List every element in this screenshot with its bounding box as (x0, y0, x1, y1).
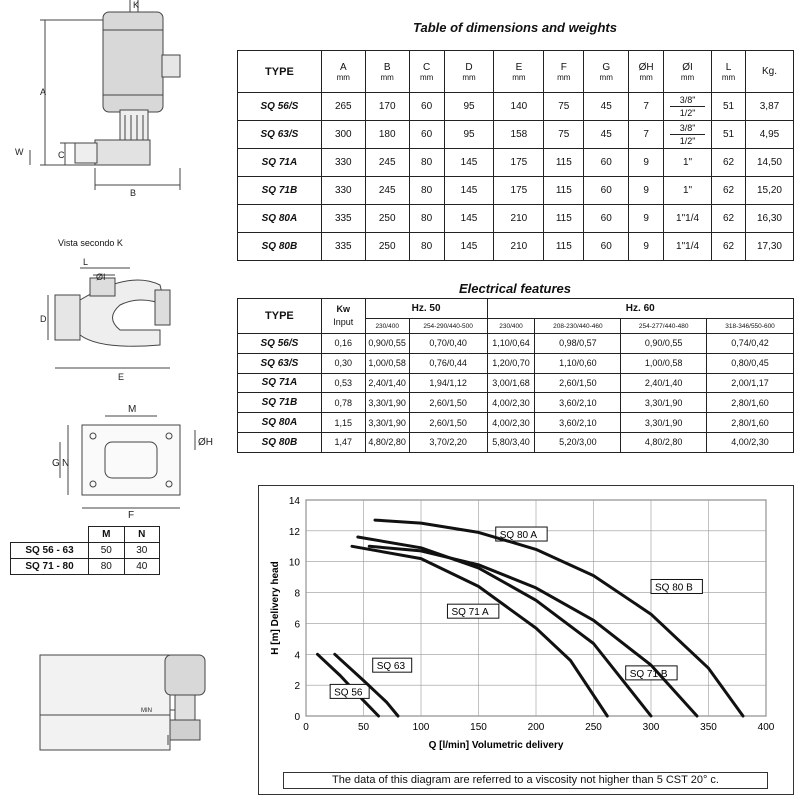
mn-cell: 80 (89, 559, 125, 575)
series-label: SQ 80 B (655, 582, 693, 594)
dim-row-type: SQ 56/S (238, 93, 322, 121)
dim-row (238, 121, 794, 149)
y-tick-label: 12 (288, 526, 300, 538)
elec-cell: 0,16 (321, 334, 365, 354)
elec-header-hz60: Hz. 60 (487, 299, 793, 319)
elec-sub-header: 208-230/440-460 (535, 319, 621, 334)
dim-header-col: E mm (494, 51, 544, 93)
dim-cell: 95 (444, 121, 494, 149)
dim-cell: 60 (584, 149, 629, 177)
dim-cell: 1"1/4 (664, 205, 712, 233)
dim-cell: 250 (365, 205, 409, 233)
y-tick-label: 4 (294, 650, 300, 662)
performance-chart (258, 485, 794, 770)
elec-input-label: Input (333, 317, 354, 327)
elec-sub-header: 230/400 (365, 319, 409, 334)
series-label: SQ 56 (334, 687, 363, 699)
elec-cell: 0,76/0,44 (409, 353, 487, 373)
dim-cell: 60 (584, 233, 629, 261)
view-k-title: Vista secondo K (58, 238, 123, 248)
dim-cell: 62 (712, 177, 746, 205)
label-min: MIN (141, 708, 152, 714)
elec-sub-header: 230/400 (487, 319, 535, 334)
dim-header-col: B mm (365, 51, 409, 93)
elec-header-type: TYPE (238, 299, 322, 334)
dim-cell: 17,30 (745, 233, 793, 261)
dim-cell: 45 (584, 93, 629, 121)
dim-cell: 62 (712, 205, 746, 233)
label-f: F (128, 510, 135, 520)
dim-cell: 210 (494, 233, 544, 261)
dim-cell: 1" (664, 177, 712, 205)
dim-cell: 158 (494, 121, 544, 149)
label-n: N (62, 458, 70, 469)
elec-table-title: Electrical features (458, 281, 571, 296)
dim-cell: 145 (444, 177, 494, 205)
elec-cell: 0,90/0,55 (365, 334, 409, 354)
dim-header-col: ØI mm (664, 51, 712, 93)
elec-cell: 2,00/1,17 (707, 373, 794, 393)
elec-row (238, 373, 794, 393)
dim-cell: 250 (365, 233, 409, 261)
dim-header-type: TYPE (238, 51, 322, 93)
dim-cell: 51 (712, 121, 746, 149)
dim-cell: 330 (321, 149, 365, 177)
dim-cell: 330 (321, 177, 365, 205)
label-k: K (133, 0, 140, 10)
elec-row-type: SQ 80B (238, 432, 322, 452)
elec-row-type: SQ 71B (238, 393, 322, 413)
elec-kw-label: Kw (336, 304, 350, 314)
elec-cell: 4,00/2,30 (487, 413, 535, 433)
dim-row-type: SQ 80B (238, 233, 322, 261)
elec-cell: 0,98/0,57 (535, 334, 621, 354)
x-tick-label: 50 (357, 722, 370, 733)
mn-row-type: SQ 71 - 80 (11, 559, 89, 575)
label-g: G (52, 458, 60, 469)
dim-cell: 265 (321, 93, 365, 121)
dim-cell: 145 (444, 233, 494, 261)
dim-cell: 210 (494, 205, 544, 233)
y-tick-label: 6 (294, 619, 300, 631)
elec-cell: 4,80/2,80 (621, 432, 707, 452)
dim-cell: 1"1/4 (664, 233, 712, 261)
dim-cell: 62 (712, 149, 746, 177)
dim-cell: 170 (365, 93, 409, 121)
dim-table-title: Table of dimensions and weights (413, 20, 617, 35)
label-oh: ØH (198, 437, 213, 448)
dim-cell: 180 (365, 121, 409, 149)
y-tick-label: 14 (288, 496, 300, 507)
elec-sub-header: 254-277/440-480 (621, 319, 707, 334)
elec-row (238, 353, 794, 373)
y-axis-label: H [m] Delivery head (270, 561, 281, 655)
label-e: E (118, 372, 125, 382)
pump-front-drawing (0, 0, 230, 225)
series-label: SQ 63 (376, 661, 406, 673)
dim-cell: 9 (629, 205, 664, 233)
elec-cell: 1,94/1,12 (409, 373, 487, 393)
dim-cell: 60 (584, 177, 629, 205)
elec-cell: 3,30/1,90 (365, 393, 409, 413)
label-c: C (58, 150, 65, 160)
elec-row-type: SQ 71A (238, 373, 322, 393)
mn-header-blank (11, 527, 89, 543)
series-label: SQ 71 B (629, 668, 668, 680)
x-tick-label: 300 (642, 722, 660, 733)
dim-cell: 60 (409, 121, 444, 149)
elec-sub-header: 318-346/550-600 (707, 319, 794, 334)
elec-cell: 2,40/1,40 (621, 373, 707, 393)
x-tick-label: 200 (527, 722, 545, 733)
dim-row-type: SQ 63/S (238, 121, 322, 149)
label-w: W (15, 147, 24, 157)
dim-cell: 80 (409, 149, 444, 177)
dim-row (238, 177, 794, 205)
elec-cell: 0,30 (321, 353, 365, 373)
elec-header-hz50: Hz. 50 (365, 299, 487, 319)
dim-cell: 335 (321, 205, 365, 233)
dim-cell: 145 (444, 205, 494, 233)
elec-cell: 3,30/1,90 (621, 413, 707, 433)
dim-header-col: D mm (444, 51, 494, 93)
dim-cell: 62 (712, 233, 746, 261)
elec-cell: 1,15 (321, 413, 365, 433)
dim-cell: 245 (365, 149, 409, 177)
elec-row-type: SQ 63/S (238, 353, 322, 373)
dim-cell: 335 (321, 233, 365, 261)
dim-cell: 60 (409, 93, 444, 121)
dim-cell: 75 (544, 93, 584, 121)
series-label: SQ 71 A (451, 607, 489, 619)
dim-header-col: G mm (584, 51, 629, 93)
dim-table (237, 50, 794, 261)
mn-header-n: N (124, 527, 160, 543)
dim-header-col: L mm (712, 51, 746, 93)
elec-row (238, 413, 794, 433)
elec-cell: 5,80/3,40 (487, 432, 535, 452)
elec-cell: 1,20/0,70 (487, 353, 535, 373)
mn-cell: 30 (124, 543, 160, 559)
dim-cell: 3/8" 1/2" (664, 93, 712, 121)
elec-cell: 1,10/0,60 (535, 353, 621, 373)
x-tick-label: 100 (412, 722, 430, 733)
dim-cell: 4,95 (745, 121, 793, 149)
dim-cell: 3/8" 1/2" (664, 121, 712, 149)
y-tick-label: 8 (294, 588, 300, 600)
dim-header-row (238, 51, 794, 93)
elec-cell: 1,00/0,58 (621, 353, 707, 373)
dim-header-col: Kg. (745, 51, 793, 93)
y-tick-label: 0 (294, 712, 300, 723)
dim-row-type: SQ 71A (238, 149, 322, 177)
label-a: A (40, 87, 47, 97)
dim-cell: 51 (712, 93, 746, 121)
dim-row (238, 233, 794, 261)
dim-cell: 45 (584, 121, 629, 149)
elec-cell: 3,30/1,90 (365, 413, 409, 433)
dim-header-col: ØH mm (629, 51, 664, 93)
view-k-drawing (30, 250, 220, 390)
elec-cell: 2,40/1,40 (365, 373, 409, 393)
elec-cell: 2,60/1,50 (409, 413, 487, 433)
x-tick-label: 0 (303, 722, 309, 733)
dim-cell: 115 (544, 233, 584, 261)
dim-cell: 115 (544, 177, 584, 205)
elec-row-type: SQ 56/S (238, 334, 322, 354)
dim-cell: 115 (544, 149, 584, 177)
elec-row (238, 393, 794, 413)
label-b: B (130, 188, 137, 198)
x-tick-label: 350 (700, 722, 717, 733)
dim-cell: 14,50 (745, 149, 793, 177)
dim-cell: 1" (664, 149, 712, 177)
mn-table (10, 526, 160, 575)
dim-cell: 7 (629, 93, 664, 121)
mn-cell: 50 (89, 543, 125, 559)
mn-header-m: M (89, 527, 125, 543)
dim-row-type: SQ 71B (238, 177, 322, 205)
dim-cell: 245 (365, 177, 409, 205)
dim-cell: 75 (544, 121, 584, 149)
dim-cell: 15,20 (745, 177, 793, 205)
dim-cell: 140 (494, 93, 544, 121)
dim-header-col: F mm (544, 51, 584, 93)
elec-sub-header: 254-290/440-500 (409, 319, 487, 334)
elec-table (237, 298, 794, 453)
dim-cell: 300 (321, 121, 365, 149)
elec-cell: 0,90/0,55 (621, 334, 707, 354)
elec-cell: 2,60/1,50 (535, 373, 621, 393)
elec-cell: 1,00/0,58 (365, 353, 409, 373)
dim-cell: 60 (584, 205, 629, 233)
elec-cell: 2,80/1,60 (707, 413, 794, 433)
elec-cell: 0,74/0,42 (707, 334, 794, 354)
dim-row (238, 93, 794, 121)
x-tick-label: 250 (585, 722, 602, 733)
dim-cell: 115 (544, 205, 584, 233)
label-d: D (40, 314, 47, 324)
motor-install-drawing (30, 640, 230, 760)
elec-header-kw (321, 299, 365, 334)
mn-row-type: SQ 56 - 63 (11, 543, 89, 559)
dim-cell: 175 (494, 149, 544, 177)
flange-drawing (50, 400, 220, 520)
dim-cell: 9 (629, 149, 664, 177)
dim-cell: 9 (629, 177, 664, 205)
dim-header-col: C mm (409, 51, 444, 93)
y-tick-label: 2 (294, 681, 300, 693)
dim-cell: 3,87 (745, 93, 793, 121)
dim-cell: 95 (444, 93, 494, 121)
dim-cell: 7 (629, 121, 664, 149)
dim-cell: 80 (409, 233, 444, 261)
elec-cell: 1,10/0,64 (487, 334, 535, 354)
dim-row (238, 205, 794, 233)
elec-cell: 5,20/3,00 (535, 432, 621, 452)
elec-row (238, 432, 794, 452)
elec-cell: 4,80/2,80 (365, 432, 409, 452)
elec-cell: 0,70/0,40 (409, 334, 487, 354)
elec-cell: 0,80/0,45 (707, 353, 794, 373)
label-oi: ØI (96, 272, 106, 282)
elec-cell: 4,00/2,30 (707, 432, 794, 452)
series-label: SQ 80 A (499, 530, 537, 542)
elec-cell: 2,60/1,50 (409, 393, 487, 413)
mn-cell: 40 (124, 559, 160, 575)
dim-cell: 80 (409, 177, 444, 205)
dim-cell: 80 (409, 205, 444, 233)
label-m: M (128, 404, 137, 415)
dim-header-col: A mm (321, 51, 365, 93)
x-axis-label: Q [l/min] Volumetric delivery (428, 740, 564, 751)
x-tick-label: 400 (757, 722, 775, 733)
dim-row-type: SQ 80A (238, 205, 322, 233)
elec-cell: 1,47 (321, 432, 365, 452)
x-tick-label: 150 (470, 722, 487, 733)
dim-cell: 145 (444, 149, 494, 177)
elec-row (238, 334, 794, 354)
dim-row (238, 149, 794, 177)
elec-cell: 3,60/2,10 (535, 413, 621, 433)
elec-cell: 0,78 (321, 393, 365, 413)
dim-cell: 16,30 (745, 205, 793, 233)
dim-cell: 175 (494, 177, 544, 205)
elec-row-type: SQ 80A (238, 413, 322, 433)
elec-cell: 0,53 (321, 373, 365, 393)
elec-cell: 3,70/2,20 (409, 432, 487, 452)
elec-cell: 3,30/1,90 (621, 393, 707, 413)
dim-cell: 9 (629, 233, 664, 261)
elec-cell: 4,00/2,30 (487, 393, 535, 413)
viscosity-caption: The data of this diagram are referred to a viscosity not higher than 5 CST 20° c. (283, 772, 768, 789)
label-l: L (83, 257, 89, 267)
elec-cell: 3,60/2,10 (535, 393, 621, 413)
elec-cell: 3,00/1,68 (487, 373, 535, 393)
y-tick-label: 10 (288, 557, 300, 569)
elec-cell: 2,80/1,60 (707, 393, 794, 413)
